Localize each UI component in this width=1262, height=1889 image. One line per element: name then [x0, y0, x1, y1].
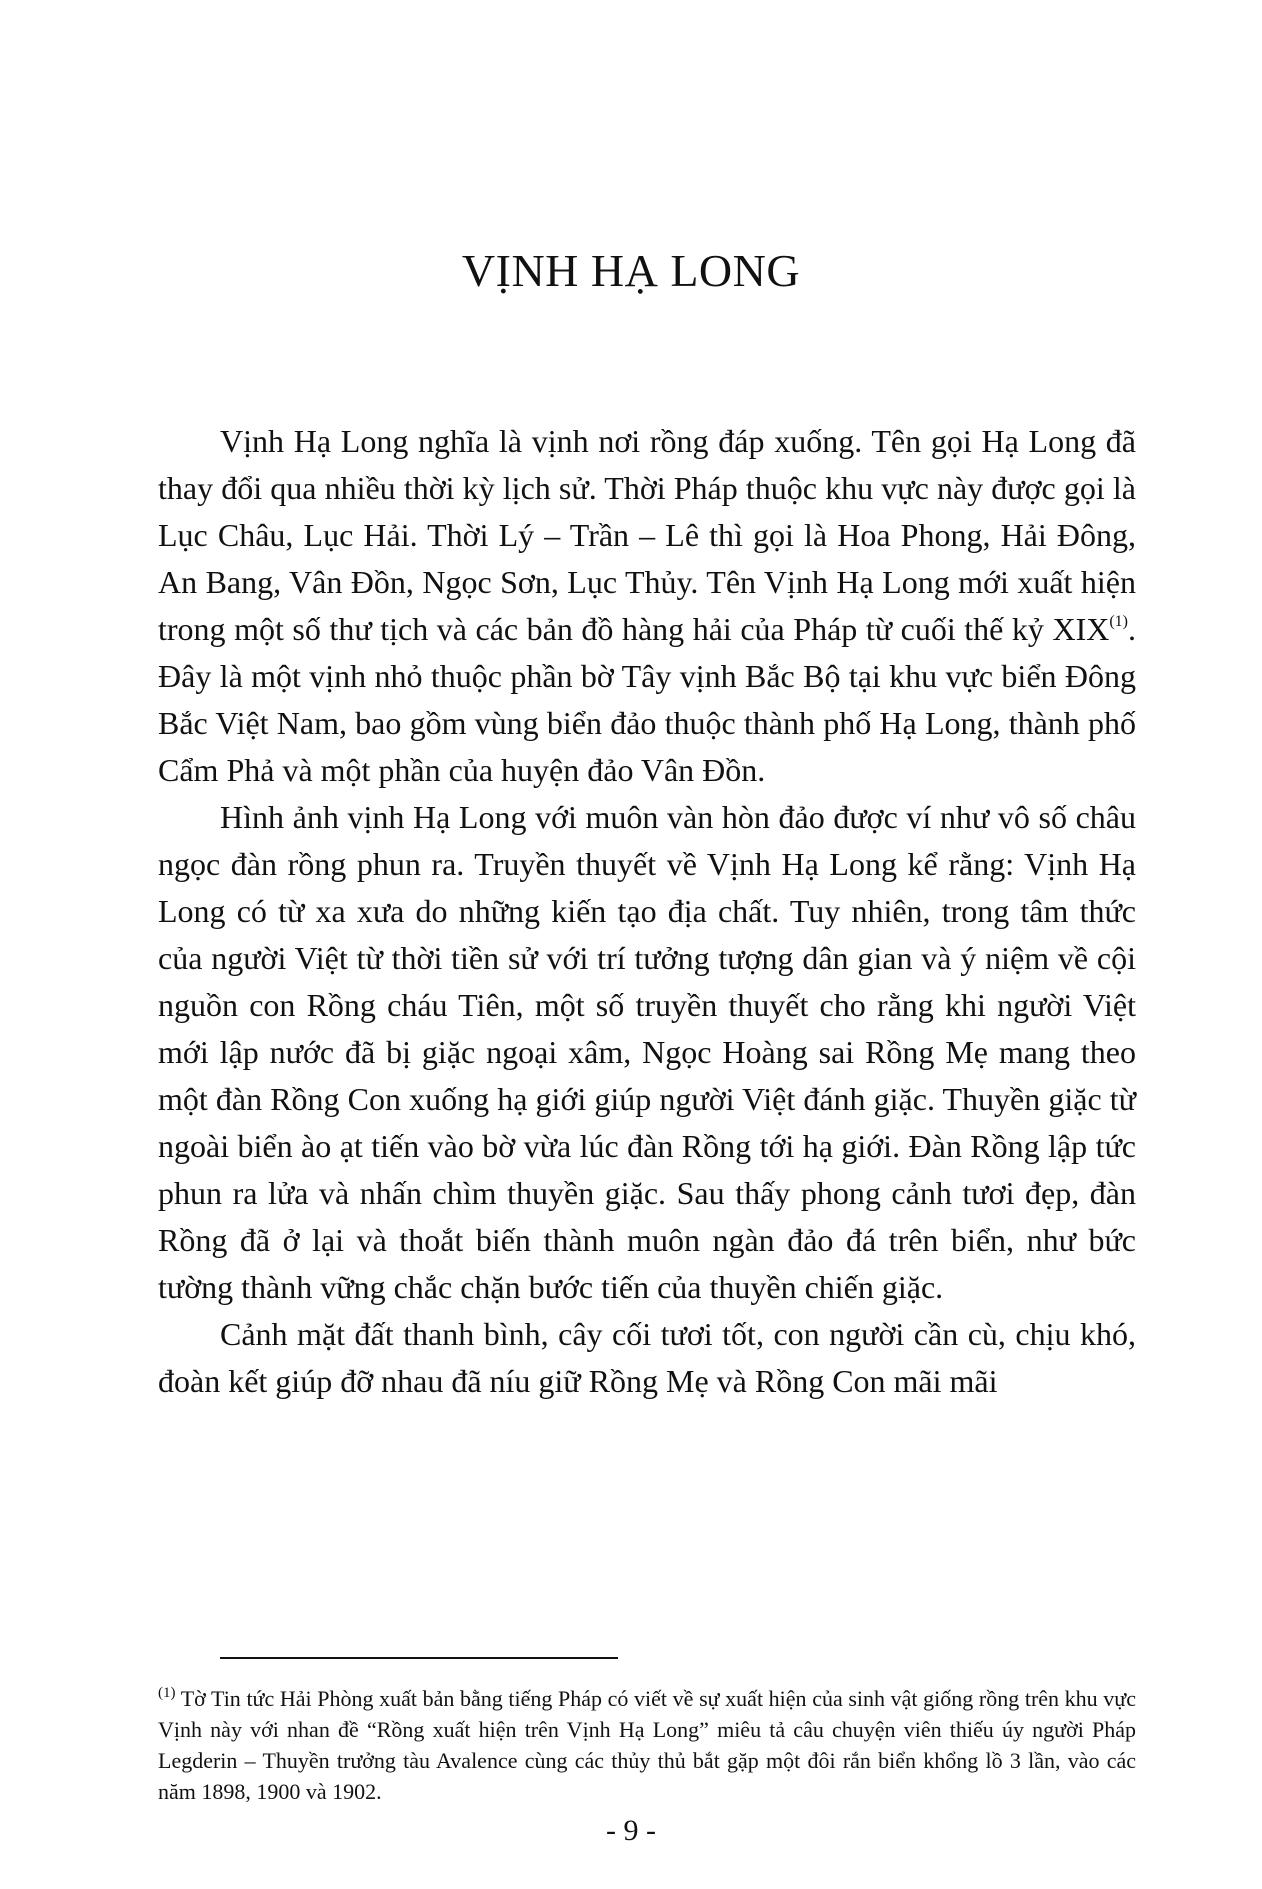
- footnote-mark: (1): [158, 1685, 176, 1701]
- page-number: - 9 -: [606, 1814, 656, 1847]
- footnote-text: Tờ Tin tức Hải Phòng xuất bản bằng tiếng Pháp có viết về sự xuất hiện của sinh vật giống rồng trên khu vực Vịnh này với nhan đề “Rồng xuất hiện trên Vịnh Hạ Long” miêu tả câu chuyện viên thiếu úy người Pháp Legderin – Thuyền trưởng tàu Avalence cùng các thủy thủ bắt gặp một đôi rắn biển khổng lồ 3 lần, vào các năm 1898, 1900 và 1902.: [158, 1686, 1136, 1804]
- page-title: VỊNH HẠ LONG: [461, 245, 801, 296]
- footnote: [158, 1683, 1136, 1807]
- paragraph-1-text-cont: . Đây là một vịnh nhỏ thuộc phần bờ Tây vịnh Bắc Bộ tại khu vực biển Đông Bắc Việt Nam, bao gồm vùng biển đảo thuộc thành phố Hạ Long, thành phố Cẩm Phả và một phần của huyện đảo Vân Đồn.: [158, 611, 1136, 788]
- footnote-divider: [220, 1657, 618, 1659]
- paragraph-3: Cảnh mặt đất thanh bình, cây cối tươi tốt, con người cần cù, chịu khó, đoàn kết giúp đỡ nhau đã níu giữ Rồng Mẹ và Rồng Con mãi mãi: [158, 1316, 1136, 1399]
- paragraph-1: [158, 418, 1136, 794]
- footnote-reference[interactable]: (1): [1109, 613, 1128, 630]
- paragraph-2: Hình ảnh vịnh Hạ Long với muôn vàn hòn đảo được ví như vô số châu ngọc đàn rồng phun ra. Truyền thuyết về Vịnh Hạ Long kể rằng: Vịnh Hạ Long có từ xa xưa do những kiến tạo địa chất. Tuy nhiên, trong tâm thức của người Việt từ thời tiền sử với trí tưởng tượng dân gian và ý niệm về cội nguồn con Rồng cháu Tiên, một số truyền thuyết cho rằng khi người Việt mới lập nước đã bị giặc ngoại xâm, Ngọc Hoàng sai Rồng Mẹ mang theo một đàn Rồng Con xuống hạ giới giúp người Việt đánh giặc. Thuyền giặc từ ngoài biển ào ạt tiến vào bờ vừa lúc đàn Rồng tới hạ giới. Đàn Rồng lập tức phun ra lửa và nhấn chìm thuyền giặc. Sau thấy phong cảnh tươi đẹp, đàn Rồng đã ở lại và thoắt biến thành muôn ngàn đảo đá trên biển, như bức tường thành vững chắc chặn bước tiến của thuyền chiến giặc.: [158, 799, 1136, 1305]
- paragraph-1-text: Vịnh Hạ Long nghĩa là vịnh nơi rồng đáp xuống. Tên gọi Hạ Long đã thay đổi qua nhiều thời kỳ lịch sử. Thời Pháp thuộc khu vực này được gọi là Lục Châu, Lục Hải. Thời Lý – Trần – Lê thì gọi là Hoa Phong, Hải Đông, An Bang, Vân Đồn, Ngọc Sơn, Lục Thủy. Tên Vịnh Hạ Long mới xuất hiện trong một số thư tịch và các bản đồ hàng hải của Pháp từ cuối thế kỷ XIX: [158, 423, 1136, 647]
- body-text: [158, 418, 1136, 1405]
